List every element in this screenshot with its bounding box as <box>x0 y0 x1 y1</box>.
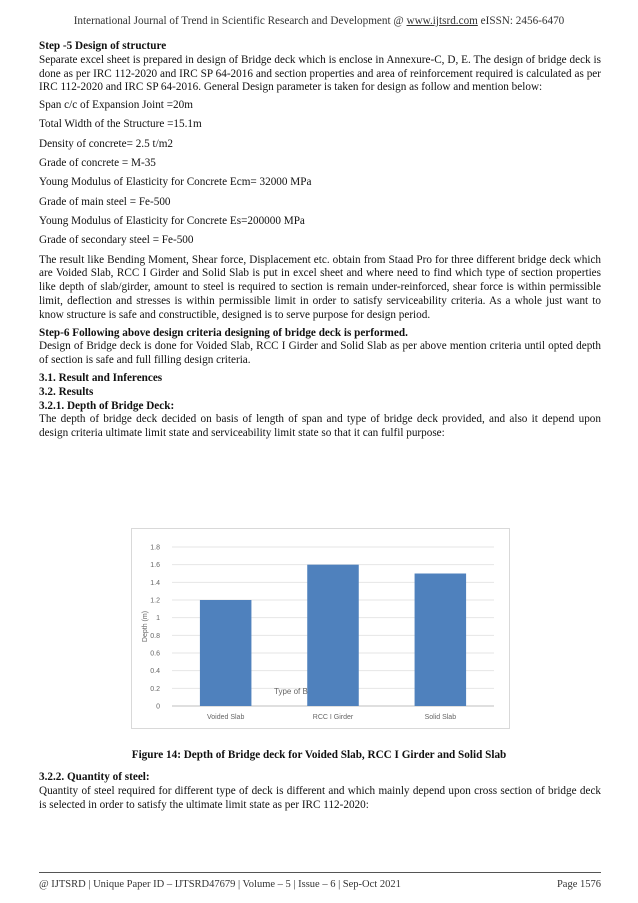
step6-paragraph: Design of Bridge deck is done for Voided Slab, RCC I Girder and Solid Slab as per above mention criteria until opted depth of section is safe and full filling design criteria. <box>39 340 601 367</box>
step5-paragraph: Separate excel sheet is prepared in design of Bridge deck which is enclose in Annexure-C, D, E. The design of bridge deck is done as per IRC 112-2020 and IRC SP 64-2016 and section properties and area of reinforcement required is calculated as per IRC 112-2020 and IRC SP 64-2016. General Design parameter is taken for design as follow and mention below: <box>39 53 601 94</box>
section-3-2-2-heading: 3.2.2. Quantity of steel: <box>39 771 150 783</box>
result-paragraph: The result like Bending Moment, Shear force, Displacement etc. obtain from Staad Pro for three different bridge deck which are Voided Slab, RCC I Girder and Solid Slab is put in excel sheet and where need to find which type of section properties like depth of slab/girder, amount to steel is required to section is remain under-reinforced, shear force is within permissible limit, deflection and stresses is within permissible limit in order to satisfy serviceability criteria. As a whole just want to know structure is safe and constructible, designed is to serve purpose for design period. <box>39 253 601 321</box>
y-tick-label: 1.2 <box>150 597 160 605</box>
y-tick-label: 0 <box>156 703 160 711</box>
y-tick-label: 0.2 <box>150 685 160 693</box>
param-span: Span c/c of Expansion Joint =20m <box>39 99 193 112</box>
journal-name: International Journal of Trend in Scientific Research and Development @ <box>73 15 404 27</box>
y-tick-label: 0.6 <box>150 650 160 658</box>
param-ecm: Young Modulus of Elasticity for Concrete Ecm= 32000 MPa <box>39 176 312 189</box>
param-es: Young Modulus of Elasticity for Concrete Es=200000 MPa <box>39 214 305 227</box>
section-3-1-heading: 3.1. Result and Inferences <box>39 371 163 384</box>
bar-voided-slab <box>200 600 252 706</box>
section-3-2-2 <box>39 771 601 812</box>
param-density: Density of concrete= 2.5 t/m2 <box>39 137 173 150</box>
y-tick-label: 1.8 <box>150 544 160 552</box>
param-width: Total Width of the Structure =15.1m <box>39 118 202 131</box>
y-tick-label: 0.8 <box>150 632 160 640</box>
journal-website-link[interactable]: www.ijtsrd.com <box>406 15 478 27</box>
x-tick-label: Voided Slab <box>206 714 245 721</box>
step5-heading: Step -5 Design of structure <box>39 40 167 52</box>
section-3-2-2-paragraph: Quantity of steel required for different type of deck is different and which mainly depend upon cross section of bridge deck is selected in order to satisfy the ultimate limit state as per IRC 112-2020: <box>39 784 601 811</box>
bar-solid-slab <box>415 574 467 707</box>
page-header <box>0 15 638 27</box>
y-tick-label: 1.4 <box>150 579 160 587</box>
bar-rcc-i-girder <box>307 565 359 706</box>
x-tick-label: Solid Slab <box>424 714 457 721</box>
y-tick-label: 1.6 <box>150 562 160 570</box>
y-axis-label: Depth (m) <box>142 610 149 643</box>
step6-heading: Step-6 Following above design criteria designing of bridge deck is performed. <box>39 326 408 339</box>
page-footer <box>39 872 601 890</box>
param-main-steel: Grade of main steel = Fe-500 <box>39 195 171 208</box>
chart-svg <box>132 529 509 728</box>
depth-bar-chart <box>131 528 510 729</box>
x-tick-label: RCC I Girder <box>312 714 354 721</box>
figure-caption: Figure 14: Depth of Bridge deck for Voided Slab, RCC I Girder and Solid Slab <box>131 749 507 761</box>
param-grade-concrete: Grade of concrete = M-35 <box>39 157 156 170</box>
y-tick-label: 0.4 <box>150 668 160 676</box>
page-number: Page 1576 <box>556 879 601 890</box>
section-3-2-heading: 3.2. Results <box>39 385 94 398</box>
footer-info: @ IJTSRD | Unique Paper ID – IJTSRD47679 | Volume – 5 | Issue – 6 | Sep-Oct 2021 <box>39 879 401 890</box>
issn: eISSN: 2456-6470 <box>480 15 565 27</box>
param-secondary-steel: Grade of secondary steel = Fe-500 <box>39 234 194 247</box>
y-tick-label: 1 <box>156 615 160 623</box>
x-axis-label: Type of B <box>274 687 308 696</box>
section-3-2-1-paragraph: The depth of bridge deck decided on basis of length of span and type of bridge deck provided, and also it depend upon design criteria ultimate limit state and serviceability limit state so that it can fulfil purpose: <box>39 413 601 440</box>
section-3-2-1-heading: 3.2.1. Depth of Bridge Deck: <box>39 399 175 412</box>
main-content <box>39 40 601 445</box>
